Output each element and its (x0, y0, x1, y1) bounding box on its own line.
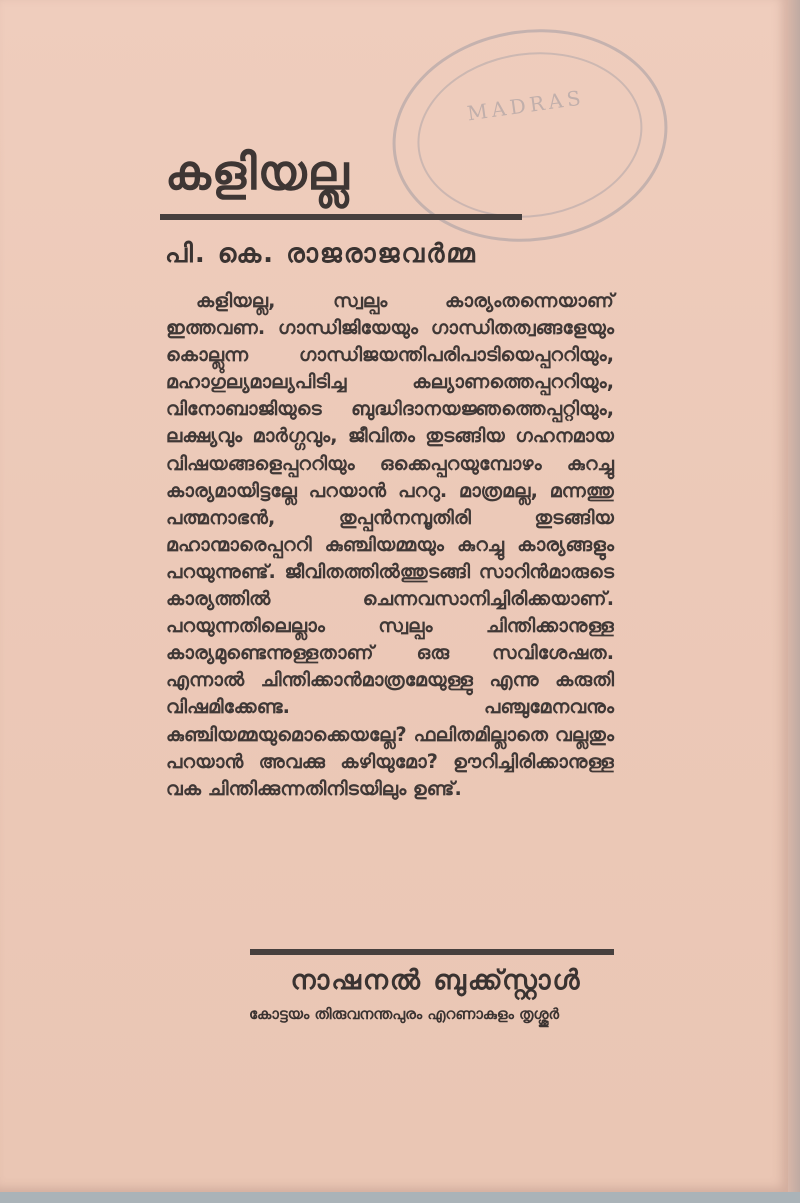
library-stamp-text: MADRAS (465, 85, 586, 126)
library-stamp (379, 12, 682, 259)
book-blurb: കളിയല്ല, സ്വല്പം കാര്യംതന്നെയാണ് ഇത്തവണ. ഗാന്ധിജിയേയും ഗാന്ധിതത്വങ്ങളേയും കൊല്ലുന്ന ഗാന്ധിജയന്തിപരിപാടിയെപ്പററിയും, മഹാഗുല്യമാല്യപിടിച്ച കല്യാണത്തെപ്പററിയും, വിനോബാജിയുടെ ബുദ്ധിദാനയജ്ഞത്തെപ്പറ്റിയും, ലക്ഷ്യവും മാർഗ്ഗവും, ജീവിതം തുടങ്ങിയ ഗഹനമായ വിഷയങ്ങളെപ്പററിയും ഒക്കെപ്പറയുമ്പോഴം കുറച്ചു കാര്യമായിട്ടല്ലേ പറയാൻ പററു. മാത്രമല്ല, മന്നത്തു പത്മനാഭൻ, തുപ്പൻനമ്പൂതിരി തുടങ്ങിയ മഹാന്മാരെപ്പററി കുഞ്ചിയമ്മയും കുറച്ചു കാര്യങ്ങളും പറയുന്നുണ്ട്. ജീവിതത്തിൽത്തുടങ്ങി സാറിൻമാരുടെ കാര്യത്തിൽ ചെന്നവസാനിച്ചിരിക്കയാണ്. പറയുന്നതിലെല്ലാം സ്വല്പം ചിന്തിക്കാനുള്ള കാര്യമുണ്ടെന്നുള്ളതാണ് ഒരു സവിശേഷത. എന്നാൽ ചിന്തിക്കാൻമാത്രമേയുള്ളു എന്നു കരുതി വിഷമിക്കേണ്ട. പഞ്ചുമേനവനും കുഞ്ചിയമ്മയുമൊക്കെയല്ലേ? ഫലിതമില്ലാതെ വല്ലതും പറയാൻ അവക്കു കഴിയുമോ? ഊറിച്ചിരിക്കാനുള്ള വക ചിന്തിക്കുന്നതിനിടയിലും ഉണ്ട്. (166, 289, 614, 800)
publisher-divider (250, 949, 614, 955)
publisher-name: നാഷനൽ ബുക്ക്സ്റ്റാൾ (290, 965, 582, 996)
book-title: കളിയല്ല (165, 145, 350, 201)
publisher-locations: കോട്ടയം തിരുവനന്തപുരം എറണാകുളം തൃശ്ശൂർ (248, 1005, 560, 1023)
library-stamp-inner-ring (407, 38, 654, 232)
book-author: പി. കെ. രാജരാജവർമ്മ (165, 239, 477, 269)
scan-bottom-edge (0, 1192, 800, 1203)
cover-edge (788, 0, 800, 1192)
title-divider (160, 214, 522, 220)
